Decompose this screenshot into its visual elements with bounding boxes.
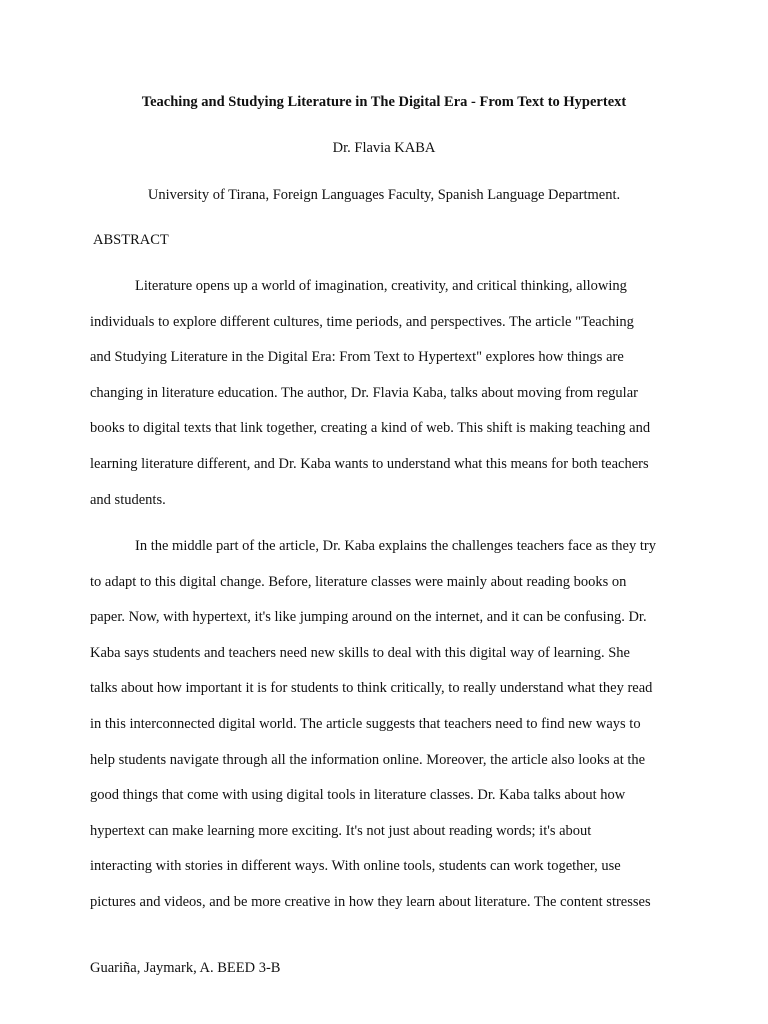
paragraph-line: in this interconnected digital world. The article suggests that teachers need to find new ways to: [90, 715, 641, 732]
paragraph-line: Literature opens up a world of imagination, creativity, and critical thinking, allowing: [135, 278, 627, 294]
abstract-paragraph-2: [90, 536, 690, 928]
paragraph-line: and Studying Literature in the Digital Era: From Text to Hypertext" explores how things are: [90, 349, 624, 366]
paragraph-line: individuals to explore different cultures, time periods, and perspectives. The article "Teaching: [90, 313, 634, 330]
abstract-paragraph-1: [90, 276, 690, 525]
abstract-heading: ABSTRACT: [93, 232, 169, 248]
paragraph-line: talks about how important it is for students to think critically, to really understand what they read: [90, 680, 653, 697]
paragraph-line: learning literature different, and Dr. Kaba wants to understand what this means for both teachers: [90, 455, 649, 472]
paragraph-line: to adapt to this digital change. Before, literature classes were mainly about reading books on: [90, 573, 627, 590]
paragraph-line: pictures and videos, and be more creative in how they learn about literature. The content stresses: [90, 893, 651, 910]
paragraph-line: In the middle part of the article, Dr. Kaba explains the challenges teachers face as they try: [135, 538, 656, 554]
paragraph-line: Kaba says students and teachers need new skills to deal with this digital way of learning. She: [90, 644, 630, 661]
paragraph-line: hypertext can make learning more exciting. It's not just about reading words; it's about: [90, 822, 592, 839]
author-affiliation: University of Tirana, Foreign Languages Faculty, Spanish Language Department.: [147, 187, 621, 203]
paragraph-line: changing in literature education. The author, Dr. Flavia Kaba, talks about moving from regular: [90, 384, 638, 401]
paragraph-line: good things that come with using digital tools in literature classes. Dr. Kaba talks about how: [90, 787, 626, 804]
paragraph-line: help students navigate through all the information online. Moreover, the article also looks at the: [90, 751, 646, 768]
paragraph-line: interacting with stories in different ways. With online tools, students can work together, use: [90, 858, 621, 875]
author-name: Dr. Flavia KABA: [332, 140, 436, 156]
document-title: Teaching and Studying Literature in The Digital Era - From Text to Hypertext: [141, 94, 627, 110]
paragraph-line: and students.: [90, 491, 166, 508]
footer-student-name: Guariña, Jaymark, A. BEED 3-B: [90, 960, 281, 976]
paragraph-line: paper. Now, with hypertext, it's like jumping around on the internet, and it can be confusing. Dr.: [90, 609, 647, 626]
paragraph-line: books to digital texts that link together, creating a kind of web. This shift is making teaching and: [90, 420, 651, 437]
